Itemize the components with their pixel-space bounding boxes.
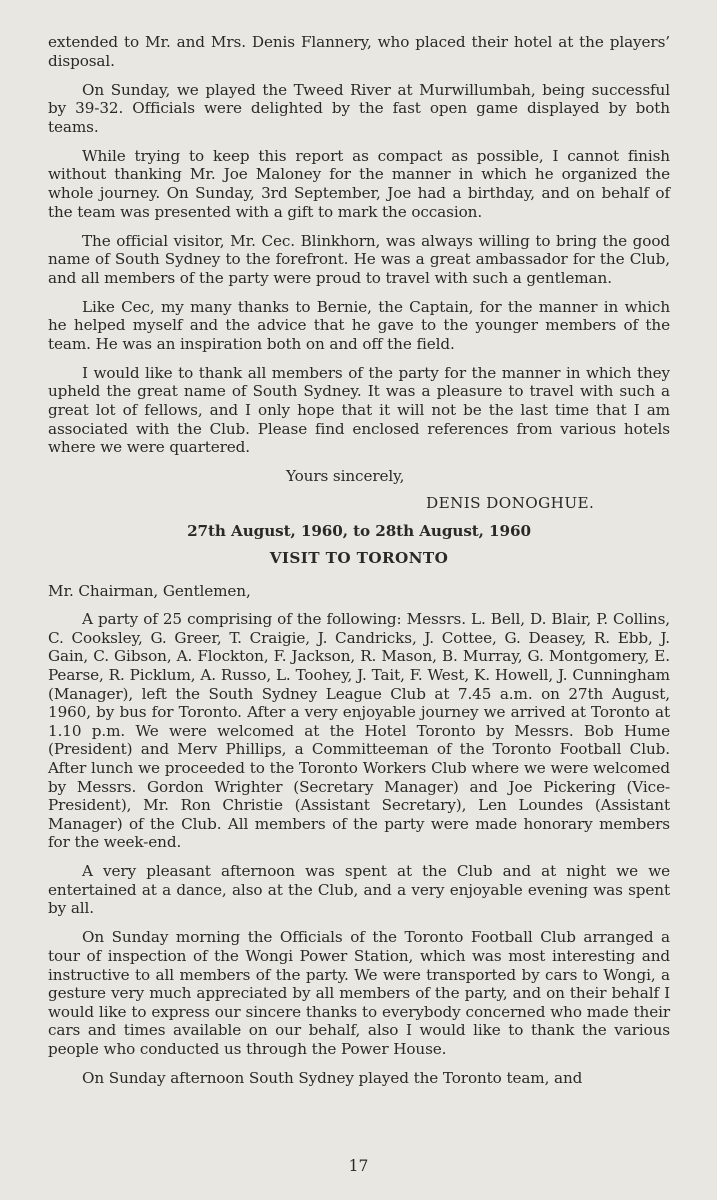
report-paragraph: Like Cec, my many thanks to Bernie, the Captain, for the manner in which he helped myself and the advice that he gave to the younger members of the team. He was an inspiration both on and off the field. [48, 297, 670, 353]
report-paragraph: I would like to thank all members of the party for the manner in which they upheld the great name of South Sydney. It was a pleasure to travel with such a great lot of fellows, and I only hope that it will not be the last time that I am associated with the Club. Please find enclosed references from various hotels where we were quartered. [48, 363, 670, 457]
section-paragraph: On Sunday afternoon South Sydney played the Toronto team, and [82, 1069, 583, 1088]
page-number: 17 [348, 1157, 369, 1175]
signature: DENIS DONOGHUE. [426, 493, 595, 512]
closing-line: Yours sincerely, [286, 467, 405, 486]
body-text [48, 33, 670, 1098]
report-paragraph: On Sunday, we played the Tweed River at Murwillumbah, being successful by 39-32. Officials were delighted by the fast open game displayed by both teams. [48, 80, 670, 136]
report-paragraph: The official visitor, Mr. Cec. Blinkhorn, was always willing to bring the good name of South Sydney to the forefront. He was a great ambassador for the Club, and all members of the party were proud to travel with such a gentleman. [48, 231, 670, 287]
salutation: Mr. Chairman, Gentlemen, [48, 581, 251, 600]
report-paragraph: extended to Mr. and Mrs. Denis Flannery, who placed their hotel at the players’ disposal. [48, 33, 670, 70]
section-paragraph: A party of 25 comprising of the following: Messrs. L. Bell, D. Blair, P. Collins, C. Cooksley, G. Greer, T. Craigie, J. Candricks, J. Cottee, G. Deasey, R. Ebb, J. Gain, C. Gibson, A. Flockton, F. Jackson, R. Mason, B. Murray, G. Montgomery, E. Pearse, R. Picklum, A. Russo, L. Toohey, J. Tait, F. West, K. Howell, J. Cunningham (Manager), left the South Sydney League Club at 7.45 a.m. on 27th August, 1960, by bus for Toronto. After a very enjoyable journey we arrived at Toronto at 1.10 p.m. We were welcomed at the Hotel Toronto by Messrs. Bob Hume (President) and Merv Phillips, a Committeeman of the Toronto Football Club. After lunch we proceeded to the Toronto Workers Club where we were welcomed by Messrs. Gordon Wrighter (Secretary Manager) and Joe Pickering (Vice-President), Mr. Ron Christie (Assistant Secretary), Len Loundes (Assistant Manager) of the Club. All members of the party were made honorary members for the week-end. [48, 610, 670, 852]
report-paragraph: While trying to keep this report as compact as possible, I cannot finish without thanking Mr. Joe Maloney for the manner in which he organized the whole journey. On Sunday, 3rd September, Joe had a birthday, and on behalf of the team was presented with a gift to mark the occasion. [48, 146, 670, 221]
section-paragraph: On Sunday morning the Officials of the Toronto Football Club arranged a tour of inspection of the Wongi Power Station, which was most interesting and instructive to all members of the party. We were transported by cars to Wongi, a gesture very much appreciated by all members of the party, and on their behalf I would like to express our sincere thanks to everybody concerned who made their cars and times available on our behalf, also I would like to thank the various people who conducted us through the Power House. [48, 928, 670, 1059]
section-paragraph: A very pleasant afternoon was spent at the Club and at night we we entertained at a dance, also at the Club, and a very enjoyable evening was spent by all. [48, 862, 670, 918]
section-title: VISIT TO TORONTO [269, 549, 449, 567]
section-date-heading: 27th August, 1960, to 28th August, 1960 [187, 522, 531, 541]
